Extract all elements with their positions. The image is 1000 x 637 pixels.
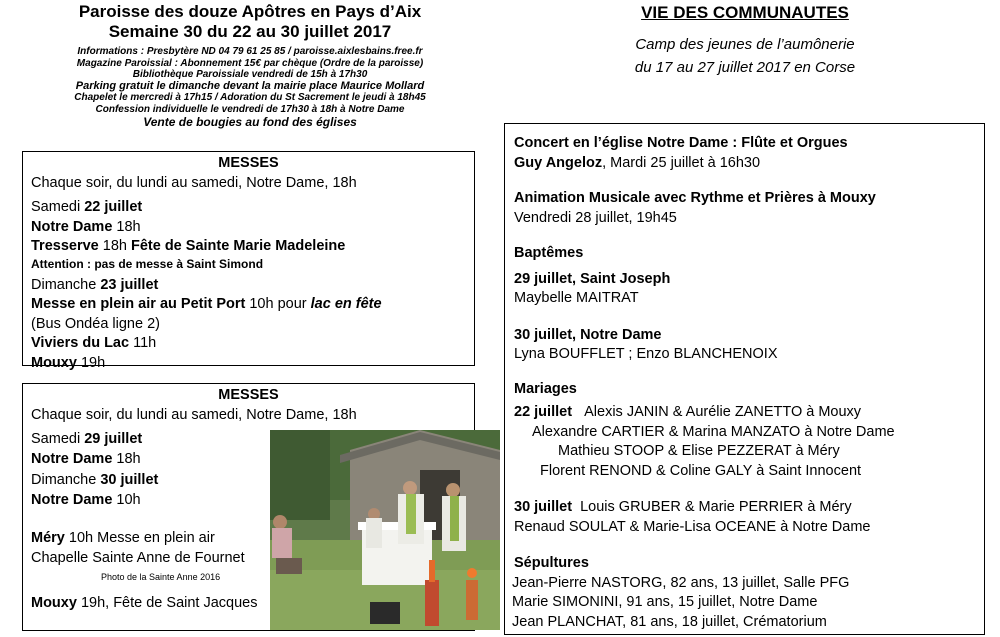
mariages-title: Mariages [514, 380, 577, 397]
week-title: Semaine 30 du 22 au 30 juillet 2017 [108, 22, 392, 41]
info-line: Confession individuelle le vendredi de 17h30 à 18h à Notre Dame [95, 103, 405, 115]
camp-line-1: Camp des jeunes de l’aumônerie [635, 36, 855, 53]
info-line: Bibliothèque Paroissiale vendredi de 15h à 17h30 [132, 69, 368, 80]
messes-heading: MESSES [218, 387, 279, 403]
dimanche-line: Dimanche 23 juillet [31, 276, 159, 293]
sepultures-title: Sépultures [514, 555, 589, 571]
bapteme-heading: 29 juillet, Saint Joseph [514, 270, 671, 287]
communities-box [504, 123, 985, 635]
chapelle-line: Chapelle Sainte Anne de Fournet [31, 549, 245, 566]
camp-line-2: du 17 au 27 juillet 2017 en Corse [634, 59, 856, 76]
bapteme-heading: 30 juillet, Notre Dame [514, 326, 662, 343]
baptemes-title: Baptêmes [514, 245, 584, 261]
mariage-line: 22 juillet Alexis JANIN & Aurélie ZANETTO à Mouxy [514, 404, 862, 420]
concert-title: Concert en l’église Notre Dame : Flûte et Orgues [514, 135, 848, 151]
animation-title: Animation Musicale avec Rythme et Prières à Mouxy [514, 190, 876, 206]
mariage-line: Mathieu STOOP & Elise PEZZERAT à Méry [558, 443, 840, 459]
mariage-line: Alexandre CARTIER & Marina MANZATO à Notre Dame [532, 423, 895, 440]
photo-caption: Photo de la Sainte Anne 2016 [101, 572, 221, 582]
bougies-note: Vente de bougies au fond des églises [143, 115, 357, 129]
tresserve-line: Tresserve 18h Fête de Sainte Marie Madeleine [31, 238, 346, 254]
parish-title: Paroisse des douze Apôtres en Pays d’Aix [78, 2, 422, 21]
dimanche-line: Dimanche 30 juillet [31, 472, 159, 488]
notre-dame-line: Notre Dame 18h [31, 450, 141, 467]
messes-heading: MESSES [218, 155, 279, 171]
mariage-line: Renaud SOULAT & Marie-Lisa OCEANE à Notre Dame [514, 518, 871, 535]
bapteme-names: Lyna BOUFFLET ; Enzo BLANCHENOIX [514, 346, 778, 362]
info-line: Chapelet le mercredi à 17h15 / Adoration du St Sacrement le jeudi à 18h45 [74, 92, 426, 103]
animation-details: Vendredi 28 juillet, 19h45 [514, 209, 677, 226]
mery-line: Méry 10h Messe en plein air [31, 530, 215, 546]
viviers-line: Viviers du Lac 11h [31, 335, 157, 351]
info-line: Magazine Paroissial : Abonnement 15€ par chèque (Ordre de la paroisse) [76, 57, 424, 69]
bapteme-names: Maybelle MAITRAT [514, 290, 639, 306]
samedi-line: Samedi 29 juillet [31, 431, 143, 447]
sepulture-line: Jean PLANCHAT, 81 ans, 18 juillet, Crématorium [512, 613, 827, 630]
mariage-line: Florent RENOND & Coline GALY à Saint Innocent [540, 462, 862, 479]
mouxy-line: Mouxy 19h [31, 354, 106, 371]
mariage-line: 30 juillet Louis GRUBER & Marie PERRIER à Méry [514, 499, 852, 515]
sepulture-line: Marie SIMONINI, 91 ans, 15 juillet, Notre Dame [512, 594, 818, 610]
communities-title: VIE DES COMMUNAUTES [641, 3, 849, 22]
mouxy-line: Mouxy 19h, Fête de Saint Jacques [31, 595, 258, 611]
notre-dame-line: Notre Dame 10h [31, 491, 141, 508]
plein-air-line: Messe en plein air au Petit Port 10h pour lac en fête [31, 296, 382, 312]
daily-mass: Chaque soir, du lundi au samedi, Notre Dame, 18h [31, 406, 357, 423]
bus-line: (Bus Ondéa ligne 2) [31, 315, 160, 332]
parish-header [0, 2, 500, 129]
notre-dame-line: Notre Dame 18h [31, 218, 141, 235]
sepulture-line: Jean-Pierre NASTORG, 82 ans, 13 juillet, Salle PFG [512, 574, 850, 591]
outdoor-mass-photo [270, 430, 500, 630]
messes-box-week1 [22, 151, 475, 371]
info-line: Informations : Presbytère ND 04 79 61 25 85 / paroisse.aixlesbains.free.fr [77, 46, 423, 57]
communities-header [500, 3, 990, 79]
attention-note: Attention : pas de messe à Saint Simond [31, 256, 264, 271]
samedi-line: Samedi 22 juillet [31, 199, 143, 215]
daily-mass: Chaque soir, du lundi au samedi, Notre Dame, 18h [31, 174, 357, 191]
concert-details: Guy Angeloz, Mardi 25 juillet à 16h30 [514, 154, 761, 171]
info-line: Parking gratuit le dimanche devant la mairie place Maurice Mollard [75, 79, 425, 92]
